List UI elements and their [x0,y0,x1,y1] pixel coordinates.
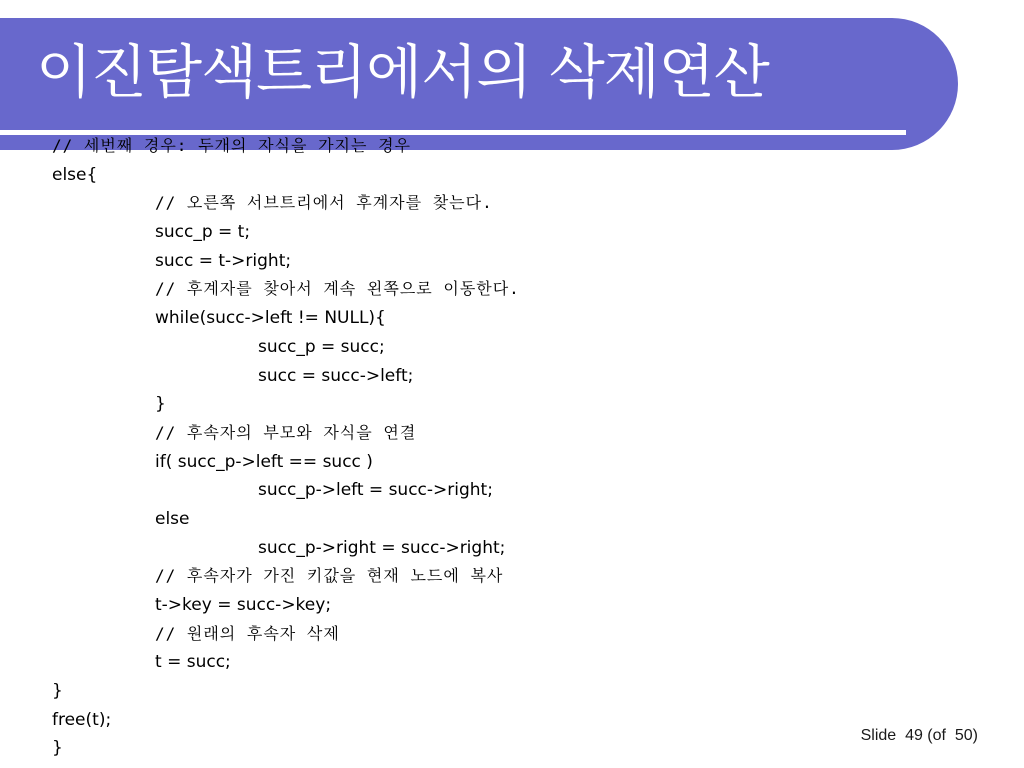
code-line: succ_p->right = succ->right; [258,537,506,558]
code-line: if( succ_p->left == succ ) [155,451,373,472]
code-line: } [52,738,63,759]
code-line: while(succ->left != NULL){ [155,308,386,329]
code-line: succ_p = t; [155,222,251,243]
code-line: else [155,508,190,529]
code-comment-line: // 후속자가 가진 키값을 현재 노드에 복사 [155,566,504,586]
slide-number: Slide 49 (of 50) [860,727,978,744]
slide-title: 이진탐색트리에서의 삭제연산 [36,38,769,106]
code-line: succ_p = succ; [258,336,385,357]
title-underline [0,130,906,135]
code-line: t->key = succ->key; [155,595,332,615]
code-comment-line: // 후계자를 찾아서 계속 왼쪽으로 이동한다. [155,279,520,299]
code-comment-line: // 세번째 경우: 두개의 자식을 가지는 경우 [52,136,411,155]
code-line: } [155,394,166,415]
code-block [52,132,1012,763]
code-comment-line: // 오른쪽 서브트리에서 후계자를 찾는다. [155,193,493,213]
code-line: succ_p->left = succ->right; [258,480,493,501]
code-comment-line: // 후속자의 부모와 자식을 연결 [155,422,417,442]
code-comment-line: // 원래의 후속자 삭제 [155,623,340,643]
code-line: succ = succ->left; [258,365,414,386]
code-line: free(t); [52,709,112,730]
code-line: else{ [52,164,98,185]
code-line: t = succ; [155,652,231,673]
code-line: succ = t->right; [155,250,292,271]
code-line: } [52,681,63,702]
